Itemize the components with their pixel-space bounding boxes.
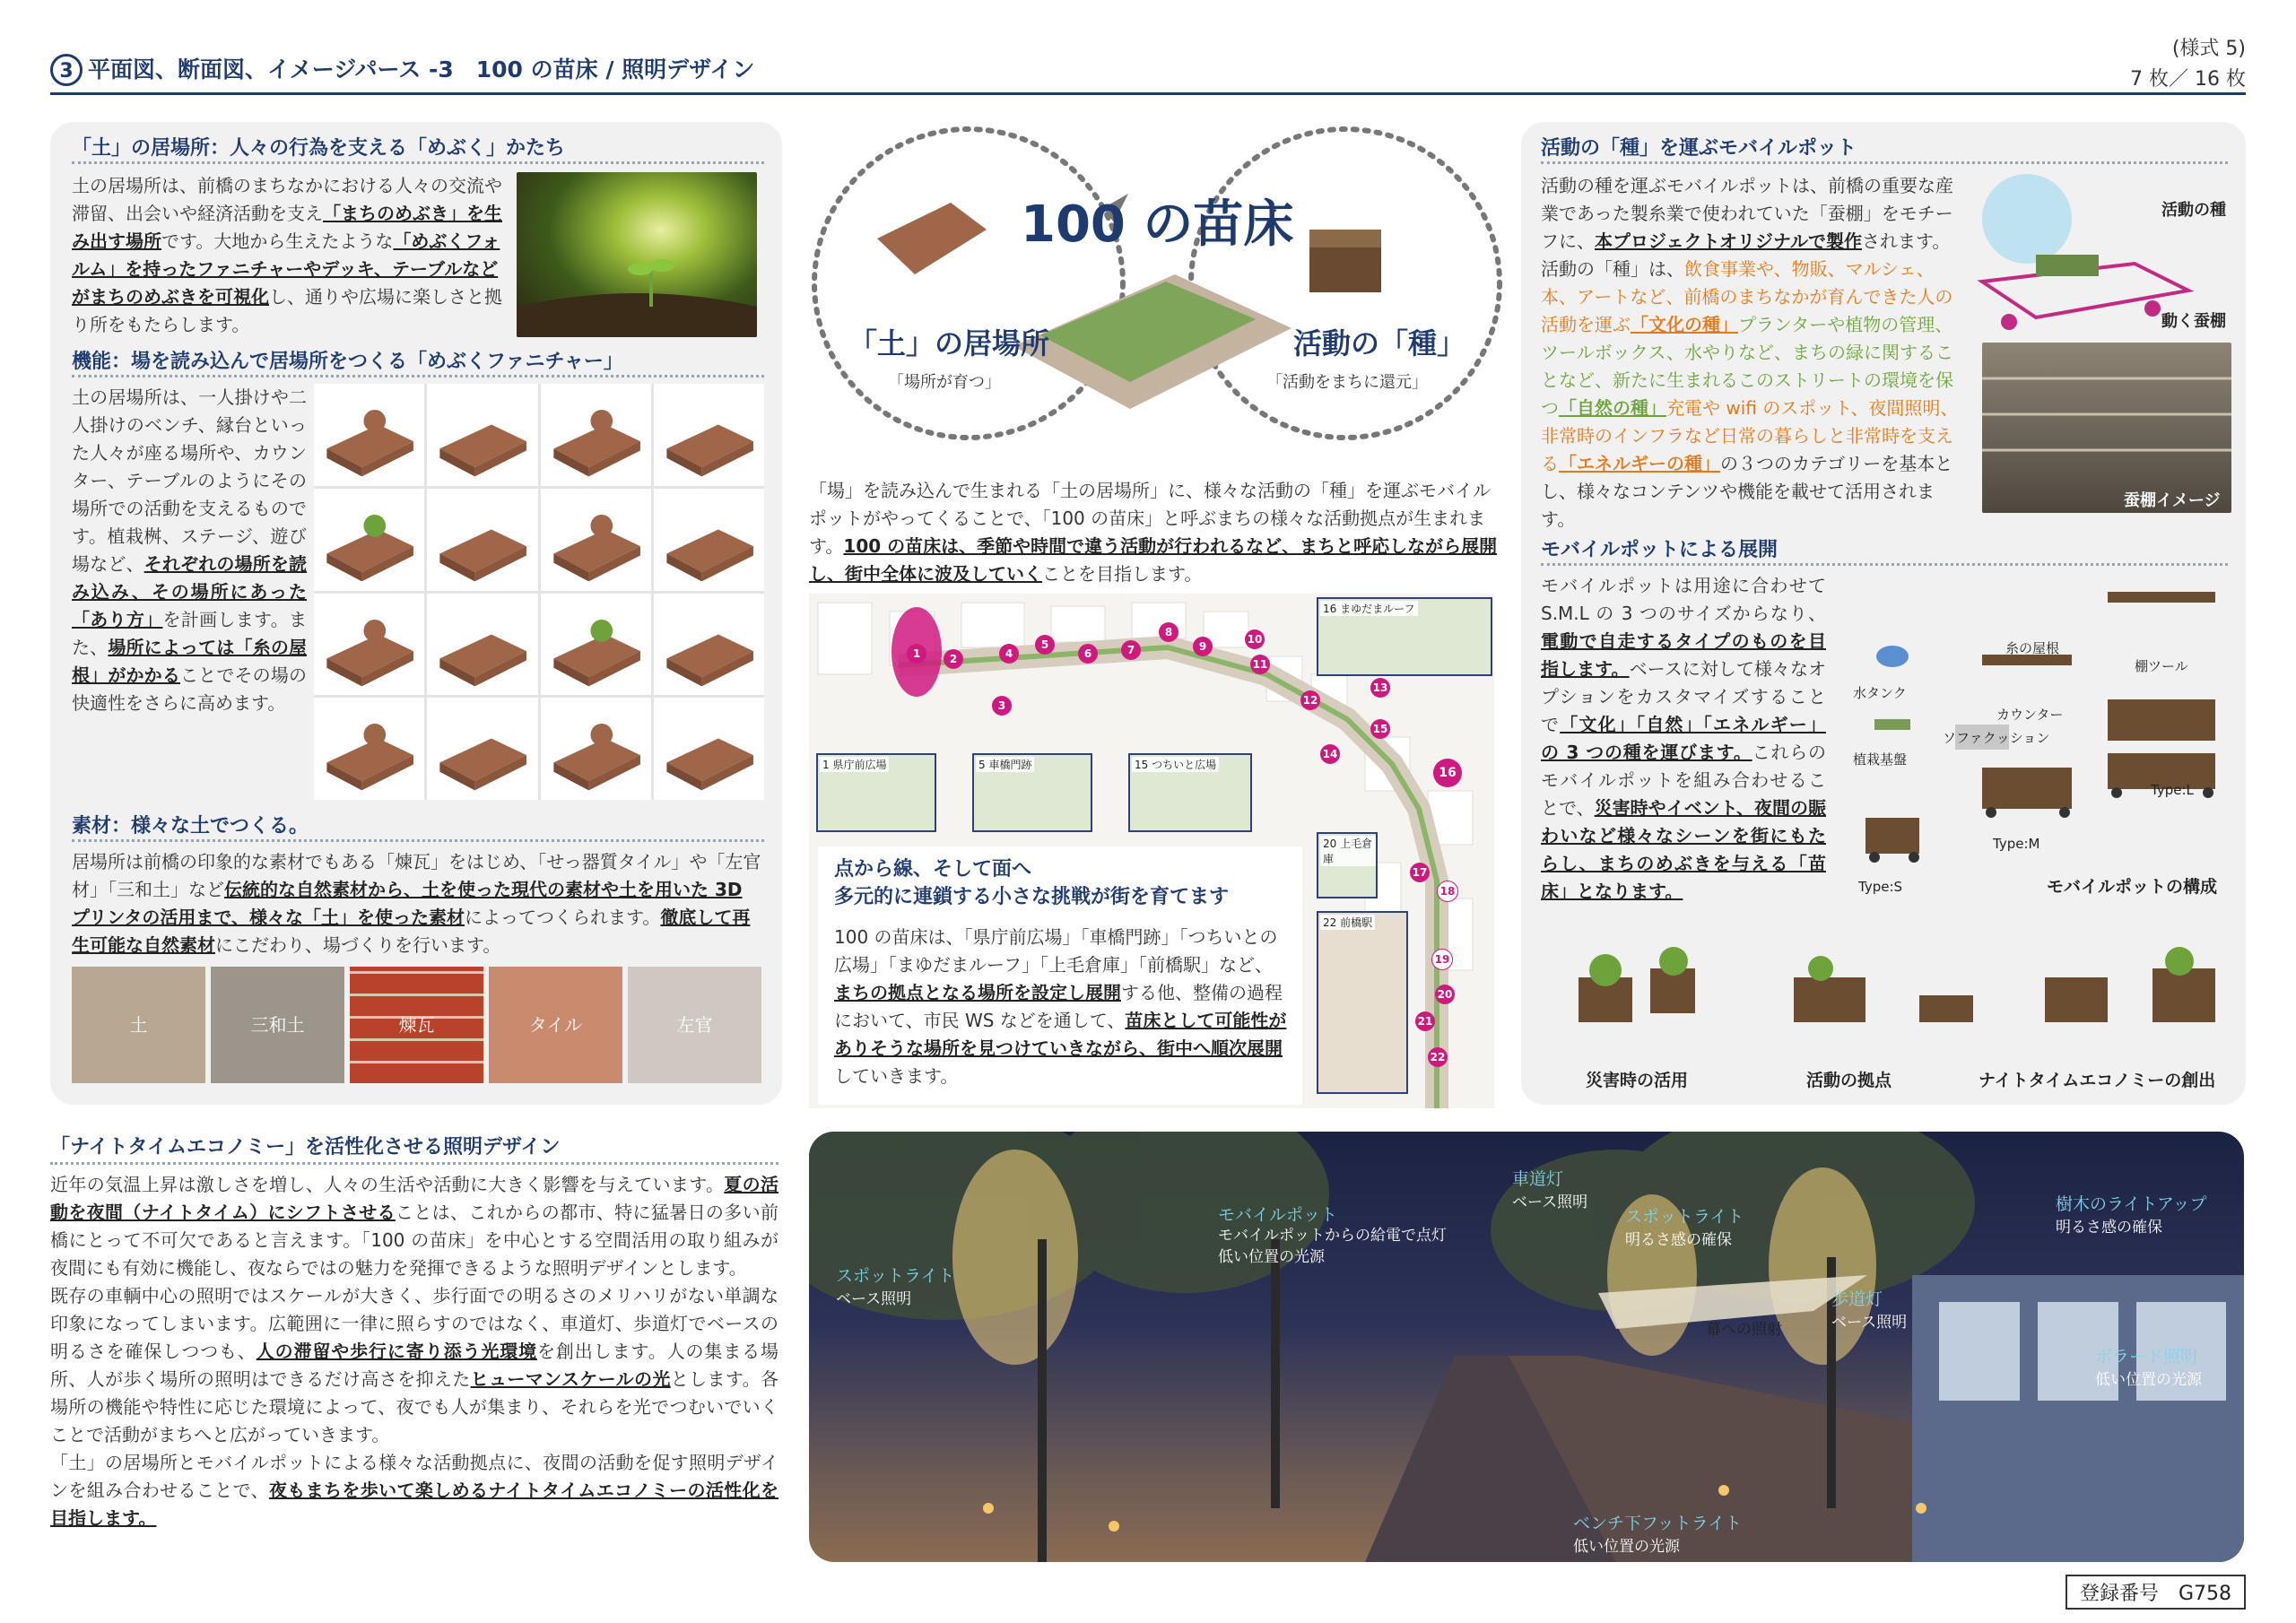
furniture-illustration [654,384,764,486]
night-label-sub: ベース照明 [1831,1314,1908,1332]
map-pin[interactable]: 14 [1320,744,1340,764]
furniture-illustration [541,594,651,696]
material-swatch: 煉瓦 [350,967,483,1083]
map-inset [816,753,936,832]
map-pin[interactable]: 9 [1193,637,1213,656]
material-swatch: 土 [72,967,205,1083]
diagram-label: カウンター [1996,707,2064,723]
map-pin[interactable]: 18 [1437,881,1458,902]
night-label-sub: 明るさ感の確保 [2056,1219,2162,1237]
furniture-illustration [654,698,764,800]
map-pin[interactable]: 21 [1415,1011,1435,1031]
inset-label: 5 車橋門跡 [976,757,1034,772]
inset-label: 22 前橋駅 [1320,915,1375,930]
header-rule [50,92,2246,95]
activity-seed-sub: 「活動をまちに還元」 [1266,373,1428,392]
diagram-label: 棚ツール [2135,658,2188,674]
map-pin[interactable]: 1 [907,644,926,664]
inset-label: 20 上毛倉庫 [1320,836,1376,866]
mobile-pot-caption: モバイルポットの構成 [2047,877,2218,897]
night-label-sub: モバイルポットからの給電で点灯 低い位置の光源 [1218,1227,1447,1266]
map-text-box [818,846,1302,1105]
map-inset [972,753,1092,832]
night-label-sub: ベース照明 [836,1290,912,1308]
map-pin[interactable]: 13 [1370,678,1390,698]
mobile-expansion-title: モバイルポットによる展開 [1541,539,1779,561]
map-pin[interactable]: 7 [1121,640,1141,660]
diagram-label: ソファクッション [1943,730,2050,746]
divider [72,375,764,378]
furniture-illustration [427,698,537,800]
map-pin[interactable]: 8 [1159,622,1178,642]
inset-label: 16 まゆだまルーフ [1320,601,1418,616]
lighting-title: 「ナイトタイムエコノミー」を活性化させる照明デザイン [50,1136,561,1159]
map-title [834,855,1229,911]
lighting-text: 近年の気温上昇は激しさを増し、人々の生活や活動に大きく影響を与えています。夏の活動を夜間（ナイトタイム）にシフトさせることは、これからの都市、特に猛暑日の多い前橋にとって不可欠であると言えます。「100 の苗床」を中心とする空間活用の取り組みが夜間にも有効に機能し、夜ならではの魅力を発揮できるような照明デザインとします。 既存の車輌中心の照明ではスケールが大きく、歩行面での明るさのメリハリがない単調な印象になってしまいます。広範囲に一律に照らすのではなく、車道灯、歩道灯でベースの明るさを確保しつつも、人の滞留や歩行に寄り添う光環境を創出します。人の集まる場所、人が歩く場所の照明はできるだけ高さを抑えたヒューマンスケールの光とします。各場所の機能や特性に応じた環境によって、夜でも人が集まり、それらを光でつむいでいくことで活動がまちへと広がっていきます。 「土」の居場所とモバイルポットによる様々な活動拠点に、夜間の活動を促す照明デザインを組み合わせることで、夜もまちを歩いて楽しめるナイトタイムエコノミーの活性化を目指します。 [50,1174,779,1529]
diagram-label: Type:L [2151,782,2194,798]
soil-place-title: 「土」の居場所：人々の行為を支える「めぶく」かたち [72,137,566,160]
night-rendering [809,1132,2244,1562]
map-title-line1: 点から線、そして面へ [834,858,1032,881]
map-pin[interactable]: 3 [992,696,1012,716]
night-label-sub: ベース照明 [1512,1193,1588,1211]
use-activity-hub: 活動の拠点 [1806,1071,1892,1090]
night-label-sub: 明るさ感の確保 [1625,1231,1732,1249]
map-pin[interactable]: 12 [1300,690,1320,710]
divider [1541,161,2228,164]
material-swatch: タイル [489,967,622,1083]
sprout-icon [517,172,757,337]
activity-seed-label: 活動の「種」 [1293,326,1466,360]
section-number: 3 [50,54,83,86]
mobile-pot-title: 活動の「種」を運ぶモバイルポット [1541,137,1857,160]
screen-lighting-label: 幕への照射 [1706,1321,1782,1339]
inset-label: 15 つちいと広場 [1132,757,1219,772]
use-disaster: 災害時の活用 [1586,1071,1689,1090]
night-label-title: モバイルポット [1218,1205,1338,1225]
registration-number: 登録番号 G758 [2066,1575,2246,1610]
material-swatch: 左官 [628,967,761,1083]
soil-place-text: 土の居場所は、前橋のまちなかにおける人々の交流や滞留、出会いや経済活動を支え「まちのめぶき」を生み出す場所です。大地から生えたような「めぶくフォルム」を持ったファニチャーやデッキ、テーブルなどがまちのめぶきを可視化し、通りや広場に楽しさと拠り所をもたらします。 [72,175,502,335]
diagram-label: Type:M [1993,836,2040,852]
furniture-illustration [541,384,651,486]
seed-label: 活動の種 [2161,201,2226,220]
page-count: 7 枚／ 16 枚 [2130,68,2246,91]
night-label-title: ベンチ下フットライト [1573,1514,1743,1533]
furniture-grid [314,384,764,800]
night-label-title: 車道灯 [1512,1169,1564,1189]
map-pin[interactable]: 2 [944,649,963,669]
night-label-sub: 低い位置の光源 [2095,1371,2202,1389]
nursery-intro-text: 「場」を読み込んで生まれる「土の居場所」に、様々な活動の「種」を運ぶモバイルポットがやってくることで、「100 の苗床」と呼ぶまちの様々な活動拠点が生まれます。100 の苗床は、季節や時間で違う活動が行われるなど、まちと呼応しながら展開し、街中全体に波及していくことを目指します。 [809,480,1498,585]
function-text: 土の居場所は、一人掛けや二人掛けのベンチ、縁台といった人々が座る場所や、カウンター、テーブルのようにその場所での活動を支えるものです。植栽桝、ステージ、遊び場など、それぞれの場所を読み込み、その場所にあった「あり方」を計画します。また、場所によっては「糸の屋根」がかかることでその場の快適性をさらに高めます。 [72,386,308,714]
page-title [50,52,754,86]
diagram-label: 水タンク [1853,685,1907,701]
shelf-image-label: 蚕棚イメージ [2124,491,2221,510]
furniture-illustration [654,489,764,591]
map-inset [1317,832,1378,898]
material-title: 素材：様々な土でつくる。 [72,815,309,838]
map-text: 100 の苗床は、「県庁前広場」「車橋門跡」「つちいとの広場」「まゆだまルーフ」「上毛倉庫」「前橋駅」など、まちの拠点となる場所を設定し展開する他、整備の過程において、市民 WS などを通して、苗床として可能性がありそうな場所を見つけていきながら、街中へ順次展開していきます。 [834,926,1287,1087]
nursery-diagram [789,122,1525,490]
page-title-text: 平面図、断面図、イメージパース -3 100 の苗床 / 照明デザイン [88,56,755,82]
furniture-illustration [654,594,764,696]
furniture-illustration [541,489,651,591]
map-inset [1128,753,1252,832]
sprout-photo [517,172,757,337]
divider [50,1162,778,1165]
map-pin[interactable]: 5 [1035,635,1055,655]
furniture-illustration [427,384,537,486]
diagram-label: 糸の屋根 [2005,640,2060,656]
night-label-title: スポットライト [1625,1207,1744,1227]
map-pin[interactable]: 10 [1245,629,1265,649]
night-label-title: ボラード照明 [2095,1347,2198,1367]
form-number: (様式 5) [2171,38,2246,60]
form-info [2130,34,2246,95]
function-title: 機能：場を読み込んで居場所をつくる「めぶくファニチャー」 [72,351,623,373]
map-pin[interactable]: 11 [1250,655,1270,674]
divider [72,839,764,842]
map-pin[interactable]: 15 [1370,719,1390,739]
inset-label: 1 県庁前広場 [820,757,889,772]
night-label-sub: 低い位置の光源 [1573,1538,1680,1556]
material-swatch: 三和土 [211,967,344,1083]
furniture-illustration [541,698,651,800]
map-pin[interactable]: 22 [1428,1047,1448,1067]
furniture-illustration [427,489,537,591]
furniture-illustration [427,594,537,696]
furniture-illustration [314,489,424,591]
mobile-pot-uses [1561,915,2242,1067]
material-text: 居場所は前橋の印象的な素材でもある「煉瓦」をはじめ、「せっ器質タイル」や「左官材」「三和土」など伝統的な自然素材から、土を使った現代の素材や土を用いた 3D プリンタの活用まで、様々な「土」を使った素材によってつくられます。徹底して再生可能な自然素材にこだわり、場づくりを行います。 [72,851,761,956]
map-pin[interactable]: 17 [1410,863,1430,882]
use-night-economy: ナイトタイムエコノミーの創出 [1979,1071,2216,1090]
night-label-title: 歩道灯 [1831,1289,1883,1309]
divider [1541,563,2228,566]
map-inset [1317,597,1492,676]
furniture-illustration [314,594,424,696]
map-pin[interactable]: 19 [1431,949,1453,970]
furniture-illustration [314,698,424,800]
night-label-title: スポットライト [836,1266,955,1286]
night-label-title: 樹木のライトアップ [2056,1194,2207,1214]
nursery-title: 100 の苗床 [1021,195,1294,254]
diagram-label: Type:S [1858,879,1903,895]
soil-place-sub: 「場所が育つ」 [888,373,1001,392]
site-map [809,594,1494,1108]
map-inset [1317,911,1408,1094]
diagram-label: 植栽基盤 [1853,751,1908,768]
map-pin[interactable]: 16 [1433,759,1462,787]
map-pin[interactable]: 6 [1078,644,1098,664]
furniture-illustration [314,384,424,486]
map-pin[interactable]: 20 [1435,985,1455,1004]
moving-shelf-label: 動く蚕棚 [2161,312,2226,331]
map-pin[interactable]: 4 [999,644,1019,664]
mobile-expansion-text: モバイルポットは用途に合わせて S.M.L の 3 つのサイズからなり、電動で自走するタイプのものを目指します。ベースに対して様々なオプションをカスタマイズすることで「文化」「自然」「エネルギー」の 3 つの種を運びます。これらのモバイルポットを組み合わせることで、災害時やイベント、夜間の賑わいなど様々なシーンを街にもたらし、まちのめぶきを与える「苗床」となります。 [1541,575,1827,902]
divider [72,161,764,164]
mobile-pot-text: 活動の種を運ぶモバイルポットは、前橋の重要な産業であった製糸業で使われていた「蚕棚」をモチーフに、本プロジェクトオリジナルで製作されます。活動の「種」は、飲食事業や、物販、マルシェ、本、アートなど、前橋のまちなかが育んできた人の活動を運ぶ「文化の種」プランターや植物の管理、ツールボックス、水やりなど、まちの緑に関することなど、新たに生まれるこのストリートの環境を保つ「自然の種」充電や wifi のスポット、夜間照明、非常時のインフラなど日常の暮らしと非常時を支える「エネルギーの種」の３つのカテゴリーを基本とし、様々なコンテンツや機能を載せて活用されます。 [1541,175,1959,530]
map-title-line2: 多元的に連鎖する小さな挑戦が街を育てます [834,886,1230,908]
soil-place-label: 「土」の居場所 [848,326,1050,360]
